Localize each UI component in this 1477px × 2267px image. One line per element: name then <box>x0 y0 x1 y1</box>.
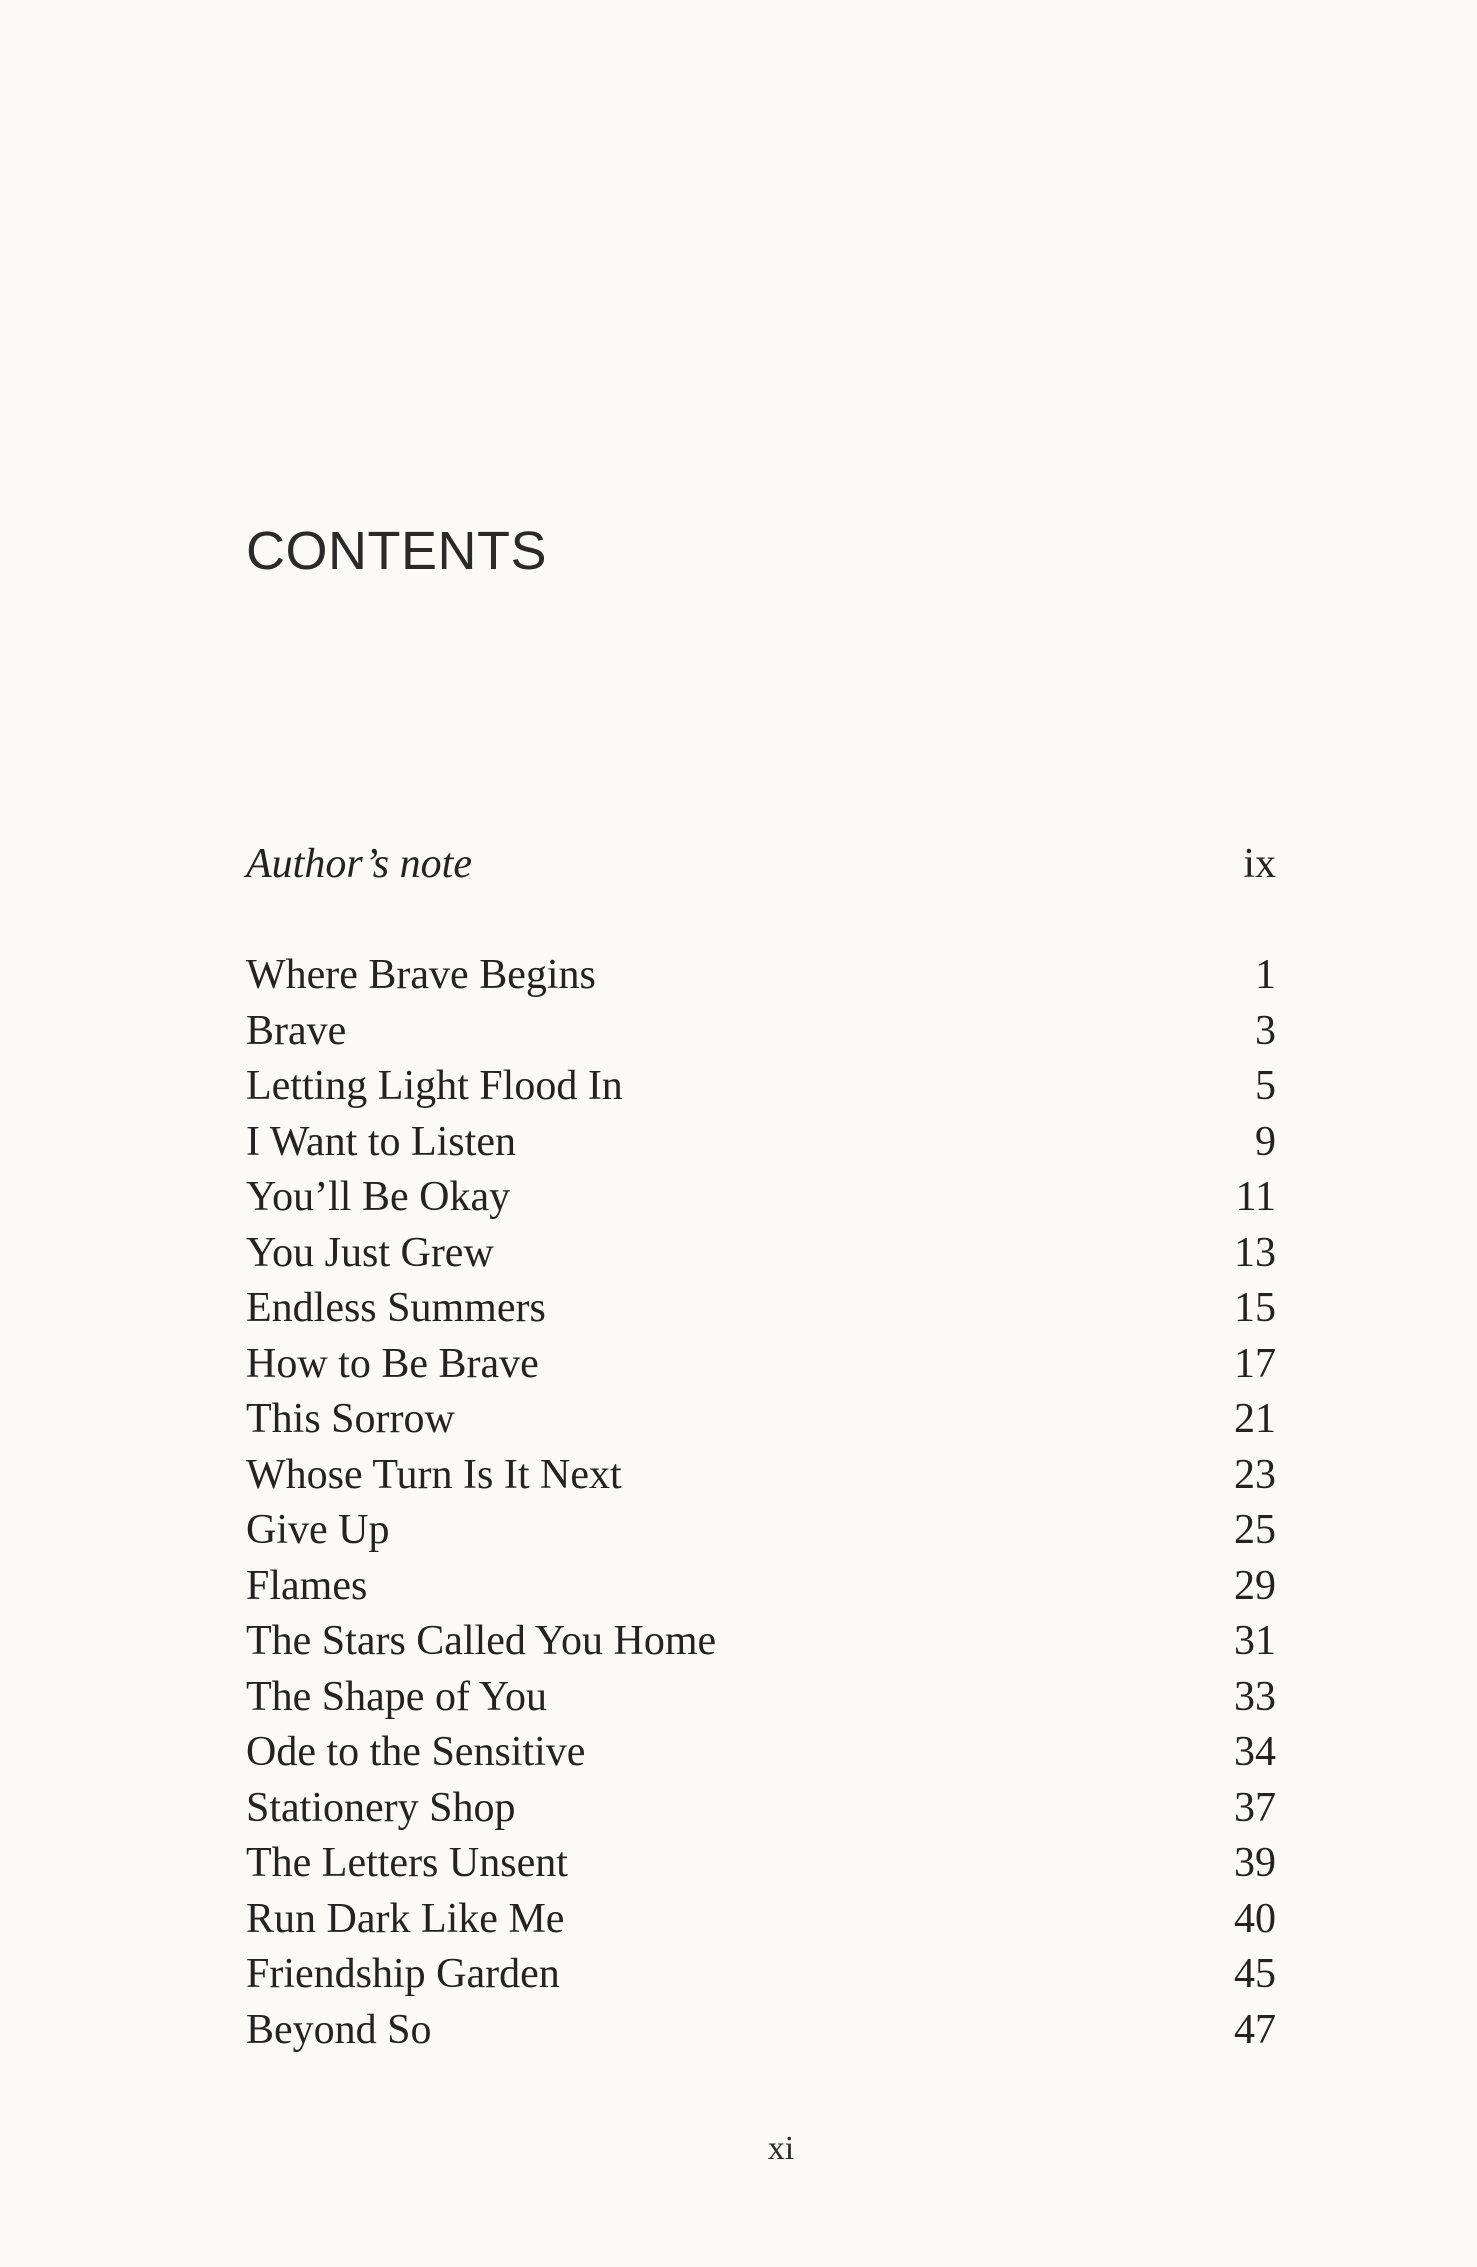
toc-entry[interactable] <box>246 1062 1276 1118</box>
page-number: xi <box>767 2130 795 2167</box>
toc-entry-page: 47 <box>1234 2007 1276 2053</box>
toc-entry-title: Author’s note <box>246 841 472 887</box>
toc-entry-title: Whose Turn Is It Next <box>246 1452 622 1498</box>
toc-entry-title: The Letters Unsent <box>246 1840 568 1886</box>
toc-entry-title: Letting Light Flood In <box>246 1063 623 1109</box>
toc-entry[interactable] <box>246 1895 1276 1951</box>
toc-entry-title: How to Be Brave <box>246 1341 539 1387</box>
toc-entry-title: The Stars Called You Home <box>246 1618 717 1664</box>
toc-entry-page: 17 <box>1234 1341 1276 1387</box>
toc-entry-page: 3 <box>1255 1008 1276 1054</box>
toc-entry[interactable] <box>246 1007 1276 1063</box>
toc-entry-page: 1 <box>1255 952 1276 998</box>
toc-entry-page: 23 <box>1234 1452 1276 1498</box>
toc-entry-page: 5 <box>1255 1063 1276 1109</box>
toc-entry-page: 13 <box>1234 1230 1276 1276</box>
toc-entry-title: Brave <box>246 1008 347 1054</box>
toc-entry[interactable] <box>246 1229 1276 1285</box>
toc-entry-title: The Shape of You <box>246 1674 547 1720</box>
toc-entry[interactable] <box>246 1395 1276 1451</box>
toc-entry-title: Endless Summers <box>246 1285 546 1331</box>
toc-entry-page: 45 <box>1234 1951 1276 1997</box>
toc-entry-page: 39 <box>1234 1840 1276 1886</box>
toc-entry-title: Friendship Garden <box>246 1951 560 1997</box>
toc-entry[interactable] <box>246 951 1276 1007</box>
toc-entry[interactable] <box>246 1451 1276 1507</box>
toc-entry-page: 33 <box>1234 1674 1276 1720</box>
toc-entry[interactable] <box>246 1950 1276 2006</box>
toc-entry-page: 40 <box>1234 1896 1276 1942</box>
toc-entry[interactable] <box>246 1284 1276 1340</box>
toc-entry-authors-note[interactable] <box>246 840 1276 896</box>
toc-entry-page: 31 <box>1234 1618 1276 1664</box>
toc-entry-title: Give Up <box>246 1507 390 1553</box>
toc-entry[interactable] <box>246 1562 1276 1618</box>
toc-entry[interactable] <box>246 1173 1276 1229</box>
page-title: CONTENTS <box>246 521 547 581</box>
toc-entry[interactable] <box>246 2006 1276 2062</box>
toc-entry-title: Where Brave Begins <box>246 952 596 998</box>
toc-entry-title: You’ll Be Okay <box>246 1174 511 1220</box>
toc-entry-page: 11 <box>1235 1174 1276 1220</box>
toc-entry-page: 21 <box>1234 1396 1276 1442</box>
toc-entry-title: Beyond So <box>246 2007 432 2053</box>
toc-entry-title: You Just Grew <box>246 1230 494 1276</box>
toc-entry[interactable] <box>246 1506 1276 1562</box>
toc-entry-title: Flames <box>246 1563 368 1609</box>
toc-entry-page: 9 <box>1255 1119 1276 1165</box>
toc-entry-page: ix <box>1243 841 1276 887</box>
toc-entry-title: I Want to Listen <box>246 1119 516 1165</box>
toc-entry-title: This Sorrow <box>246 1396 455 1442</box>
toc-entry-title: Ode to the Sensitive <box>246 1729 586 1775</box>
toc-entry-page: 29 <box>1234 1563 1276 1609</box>
toc-entry[interactable] <box>246 1728 1276 1784</box>
toc-entry-page: 25 <box>1234 1507 1276 1553</box>
toc-entry-page: 34 <box>1234 1729 1276 1775</box>
toc-entry[interactable] <box>246 1839 1276 1895</box>
toc-entry-title: Run Dark Like Me <box>246 1896 565 1942</box>
toc-entry-page: 37 <box>1234 1785 1276 1831</box>
toc-entry[interactable] <box>246 1673 1276 1729</box>
toc-entry[interactable] <box>246 1118 1276 1174</box>
toc-entry-page: 15 <box>1234 1285 1276 1331</box>
toc-entry[interactable] <box>246 1617 1276 1673</box>
toc-entry[interactable] <box>246 1784 1276 1840</box>
toc-entry-title: Stationery Shop <box>246 1785 516 1831</box>
toc-entry[interactable] <box>246 1340 1276 1396</box>
